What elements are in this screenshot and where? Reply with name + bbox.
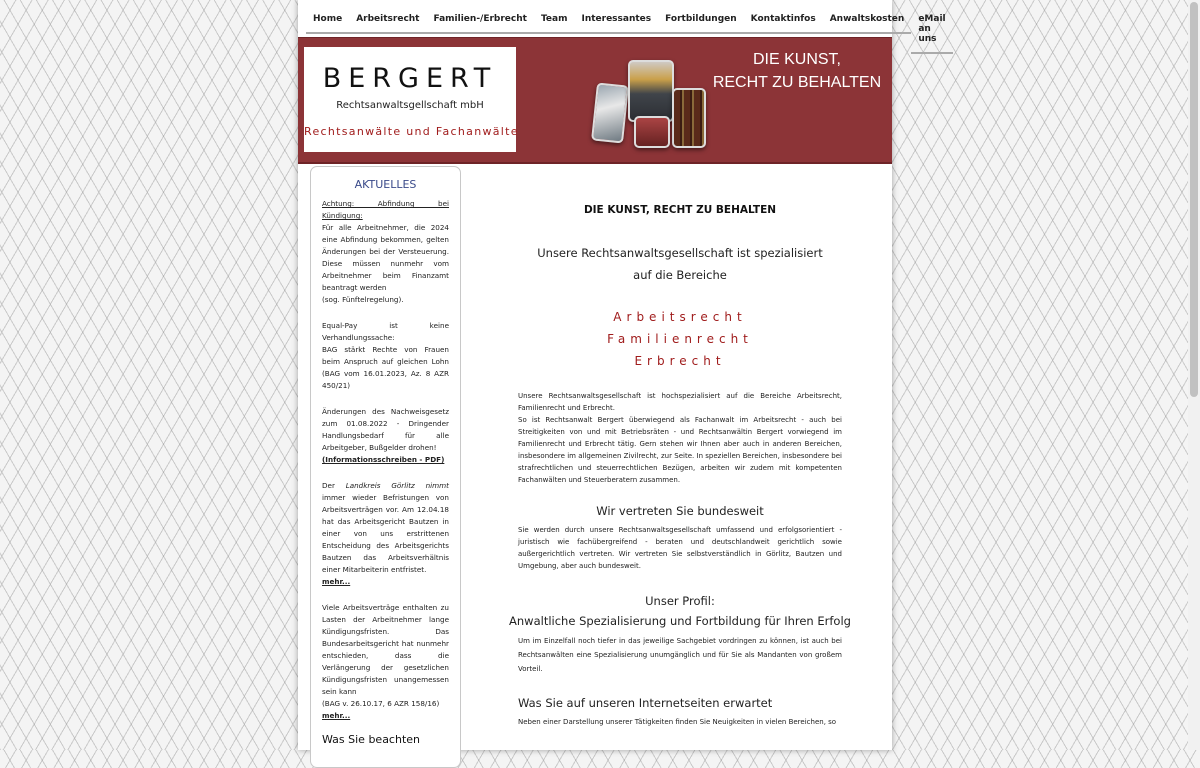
practice-areas bbox=[508, 306, 852, 372]
section-heading-spezialisierung: Anwaltliche Spezialisierung und Fortbildung für Ihren Erfolg bbox=[509, 614, 851, 628]
news-title: Equal-Pay ist keine Verhandlungssache: bbox=[322, 321, 449, 342]
photo-collage-icon bbox=[594, 58, 706, 150]
slogan bbox=[712, 48, 882, 94]
paragraph-3: Sie werden durch unsere Rechtsanwaltsgesellschaft umfassend und erfolgsorientiert - juristisch wie fachübergreifend - beraten und deutschlandweit gerichtlich sowie außergerichtlich vertreten. Wir vertreten Sie selbstverständlich in Görlitz, Bautzen und Umgebung, aber auch bundesweit. bbox=[518, 526, 842, 570]
intro-text bbox=[508, 242, 852, 286]
news-text: Für alle Arbeitnehmer, die 2024 eine Abfindung bekommen, gelten Änderungen bei der Versteuerung. Diese müssen nunmehr vom Arbeitnehmer beim Finanzamt beantragt werden bbox=[322, 223, 449, 292]
intro-line-2: auf die Bereiche bbox=[633, 268, 727, 282]
nav-anwaltskosten[interactable]: Anwaltskosten bbox=[823, 0, 912, 34]
page-title: DIE KUNST, RECHT ZU BEHALTEN bbox=[583, 204, 777, 216]
scrollbar-thumb[interactable] bbox=[1190, 2, 1198, 397]
paragraph-5: Neben einer Darstellung unserer Tätigkeiten finden Sie Neuigkeiten in vielen Bereichen, so bbox=[518, 718, 837, 726]
intro-line-1: Unsere Rechtsanwaltsgesellschaft ist spezialisiert bbox=[537, 246, 823, 260]
nav-email[interactable]: eMail an uns bbox=[911, 0, 952, 54]
section-heading-internetseiten: Was Sie auf unseren Internetseiten erwartet bbox=[518, 696, 773, 710]
news-item bbox=[322, 406, 449, 466]
nav-fortbildungen[interactable]: Fortbildungen bbox=[658, 0, 744, 34]
section-heading-profil: Unser Profil: bbox=[645, 594, 715, 608]
news-emphasis: Landkreis Görlitz nimmt bbox=[345, 481, 449, 490]
news-note: (BAG v. 26.10.17, 6 AZR 158/16) bbox=[322, 699, 440, 708]
logo-tagline: Rechtsanwälte und Fachanwälte bbox=[304, 125, 519, 138]
news-text: Viele Arbeitsverträge enthalten zu Lasten der Arbeitnehmer lange Kündigungsfristen. Das Bundesarbeitsgericht hat nunmehr entschieden, dass die Verlängerung der gesetzlichen Kündigungsfristen unangemessen sein kann bbox=[322, 603, 449, 696]
nav-arbeitsrecht[interactable]: Arbeitsrecht bbox=[349, 0, 426, 34]
news-note: (sog. Fünftelregelung). bbox=[322, 295, 404, 304]
news-text: immer wieder Befristungen von Arbeitsverträgen vor. Am 12.04.18 hat das Arbeitsgericht Bautzen in einer von uns erstrittenen Entscheidung des Arbeitsgerichts Bautzen das Arbeitsverhältnis einer Mitarbeiterin entfristet. bbox=[322, 493, 449, 574]
nav-home[interactable]: Home bbox=[306, 0, 349, 34]
sidebar-title: AKTUELLES bbox=[354, 178, 417, 191]
news-item bbox=[322, 198, 449, 306]
paragraph-1: Unsere Rechtsanwaltsgesellschaft ist hochspezialisiert auf die Bereiche Arbeitsrecht, Familienrecht und Erbrecht. bbox=[518, 392, 842, 412]
logo-name: BERGERT bbox=[322, 63, 498, 94]
top-navigation bbox=[298, 0, 946, 44]
news-sidebar bbox=[310, 166, 461, 768]
slogan-line-1: DIE KUNST, bbox=[752, 51, 841, 68]
nav-interessantes[interactable]: Interessantes bbox=[574, 0, 658, 34]
company-logo[interactable] bbox=[304, 47, 519, 152]
section-heading-bundesweit: Wir vertreten Sie bundesweit bbox=[596, 504, 764, 518]
news-text: Änderungen des Nachweisgesetz zum 01.08.2022 - Dringender Handlungsbedarf für alle Arbeitgeber, Bußgelder drohen! bbox=[322, 407, 449, 452]
news-item bbox=[322, 480, 449, 588]
paragraph-4: Um im Einzelfall noch tiefer in das jeweilige Sachgebiet vordringen zu können, ist auch bei Rechtsanwälten eine Spezialisierung unumgänglich und für Sie als Mandanten von großem Vorteil. bbox=[518, 637, 842, 673]
page-container bbox=[298, 0, 946, 750]
news-title: Achtung: Abfindung bei Kündigung: bbox=[322, 199, 449, 220]
nav-team[interactable]: Team bbox=[534, 0, 575, 34]
news-item bbox=[322, 602, 449, 722]
page-scrollbar[interactable] bbox=[1188, 0, 1200, 750]
area-familienrecht: Familienrecht bbox=[607, 332, 753, 346]
more-link[interactable]: mehr... bbox=[322, 577, 351, 586]
nav-familien-erbrecht[interactable]: Familien-/Erbrecht bbox=[426, 0, 533, 34]
logo-subtitle: Rechtsanwaltsgellschaft mbH bbox=[336, 100, 484, 111]
news-text: BAG stärkt Rechte von Frauen beim Anspruch auf gleichen Lohn (BAG vom 16.01.2023, Az. 8 AZR 450/21) bbox=[322, 345, 449, 390]
paragraph-2: So ist Rechtsanwalt Bergert überwiegend als Fachanwalt im Arbeitsrecht - auch bei Streitigkeiten von und mit Betriebsräten - und Rechtsanwältin Bergert vorwiegend im Familienrecht und Erbrecht tätig. Gern stehen wir Ihnen aber auch in anderen Bereichen, insbesondere im allgemeinen Zivilrecht, zur Seite. In speziellen Bereichen, insbesondere bei strafrechtlichen und steuerrechtlichen Bezügen, arbeiten wir zudem mit kompetenten Fachanwälten und Steuerberatern zusammen. bbox=[518, 416, 842, 484]
nav-kontaktinfos[interactable]: Kontaktinfos bbox=[744, 0, 823, 34]
slogan-line-2: RECHT ZU BEHALTEN bbox=[712, 74, 882, 91]
sidebar-body bbox=[311, 198, 460, 746]
area-erbrecht: Erbrecht bbox=[634, 354, 726, 368]
news-text: Der bbox=[322, 481, 346, 490]
pdf-link[interactable]: (Informationsschreiben - PDF) bbox=[322, 455, 445, 464]
more-link[interactable]: mehr... bbox=[322, 711, 351, 720]
main-content bbox=[508, 166, 852, 728]
area-arbeitsrecht: Arbeitsrecht bbox=[613, 310, 747, 324]
news-item bbox=[322, 320, 449, 392]
sidebar-next-heading: Was Sie beachten bbox=[322, 733, 421, 746]
header-banner bbox=[298, 37, 892, 164]
